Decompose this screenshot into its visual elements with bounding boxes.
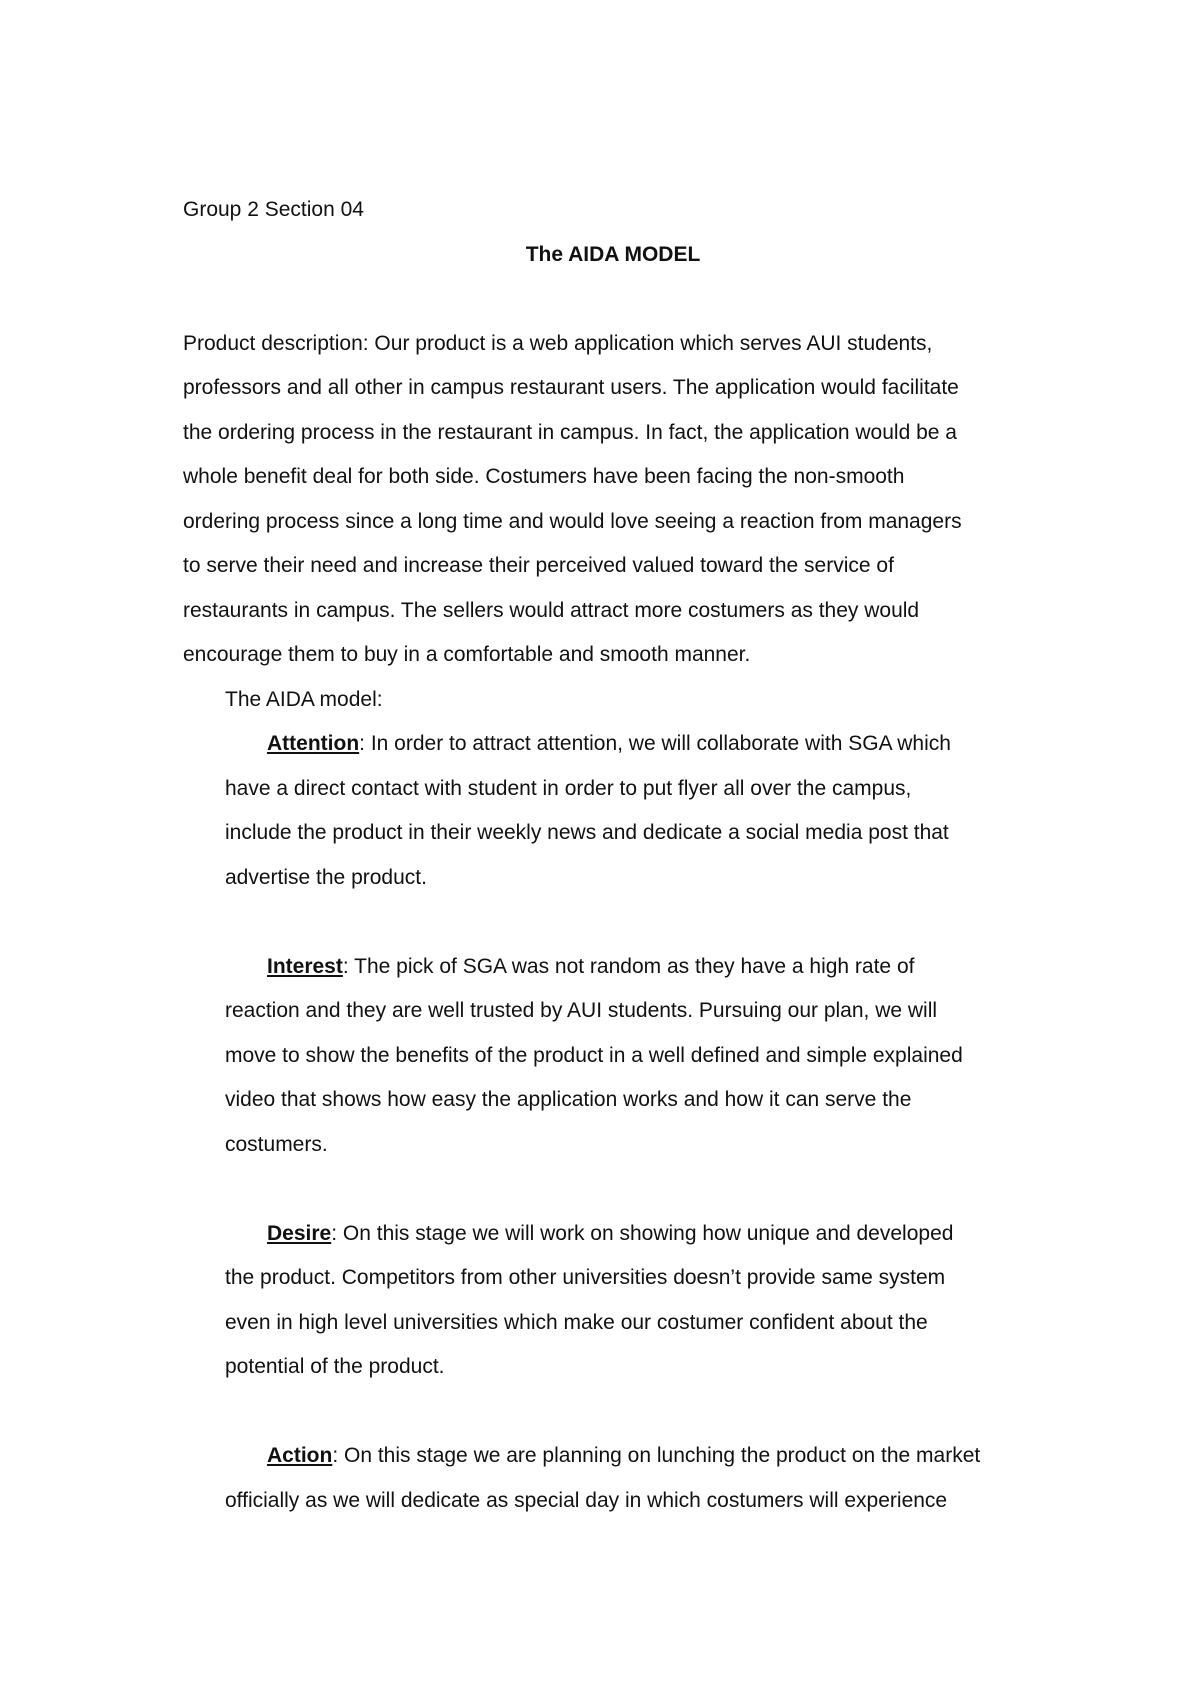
- paragraph-line: even in high level universities which make our costumer confident about the: [225, 1310, 928, 1334]
- interest-section: [183, 945, 1043, 1168]
- attention-first-line: [183, 722, 1043, 767]
- paragraph-line: have a direct contact with student in order to put flyer all over the campus,: [225, 776, 912, 800]
- group-section-line: Group 2 Section 04: [183, 198, 364, 221]
- document-body: [183, 188, 1043, 1523]
- paragraph-line: Product description: Our product is a web application which serves AUI students,: [183, 331, 933, 355]
- desire-text: : On this stage we will work on showing how unique and developed: [331, 1221, 954, 1245]
- paragraph-line: to serve their need and increase their perceived valued toward the service of: [183, 554, 894, 577]
- action-section: [183, 1434, 1043, 1523]
- interest-first-line: [183, 945, 1043, 990]
- paragraph-line: costumers.: [225, 1132, 328, 1156]
- desire-heading: Desire: [267, 1221, 332, 1245]
- paragraph-line: the ordering process in the restaurant in campus. In fact, the application would be a: [183, 420, 957, 444]
- action-first-line: [183, 1434, 1043, 1479]
- aida-intro: The AIDA model:: [225, 687, 383, 711]
- paragraph-line: the product. Competitors from other universities doesn’t provide same system: [225, 1266, 946, 1289]
- spacer: [183, 1167, 1043, 1212]
- paragraph-line: advertise the product.: [225, 865, 427, 889]
- paragraph-line: officially as we will dedicate as special day in which costumers will experience: [225, 1488, 948, 1512]
- paragraph-line: reaction and they are well trusted by AUI students. Pursuing our plan, we will: [225, 999, 938, 1022]
- action-heading: Action: [267, 1444, 333, 1467]
- spacer: [183, 900, 1043, 945]
- spacer: [183, 277, 1043, 322]
- paragraph-line: professors and all other in campus restaurant users. The application would facilitate: [183, 376, 959, 399]
- paragraph-line: video that shows how easy the application works and how it can serve the: [225, 1088, 912, 1111]
- interest-text: : The pick of SGA was not random as they have a high rate of: [342, 954, 915, 978]
- interest-heading: Interest: [267, 954, 343, 978]
- document-title: The AIDA MODEL: [525, 242, 701, 266]
- paragraph-line: ordering process since a long time and would love seeing a reaction from managers: [183, 509, 962, 533]
- paragraph-line: move to show the benefits of the product in a well defined and simple explained: [225, 1043, 963, 1067]
- attention-section: [183, 722, 1043, 900]
- paragraph-line: potential of the product.: [225, 1355, 445, 1378]
- paragraph-line: encourage them to buy in a comfortable and smooth manner.: [183, 643, 751, 666]
- paragraph-line: restaurants in campus. The sellers would attract more costumers as they would: [183, 598, 920, 622]
- action-text: : On this stage we are planning on lunching the product on the market: [332, 1444, 981, 1467]
- paragraph-line: whole benefit deal for both side. Costumers have been facing the non-smooth: [183, 465, 905, 488]
- paragraph-line: include the product in their weekly news and dedicate a social media post that: [225, 821, 949, 844]
- spacer: [183, 1390, 1043, 1435]
- attention-heading: Attention: [267, 732, 360, 755]
- attention-text: : In order to attract attention, we will collaborate with SGA which: [359, 732, 951, 755]
- desire-first-line: [183, 1212, 1043, 1257]
- product-description: [183, 322, 1043, 678]
- desire-section: [183, 1212, 1043, 1390]
